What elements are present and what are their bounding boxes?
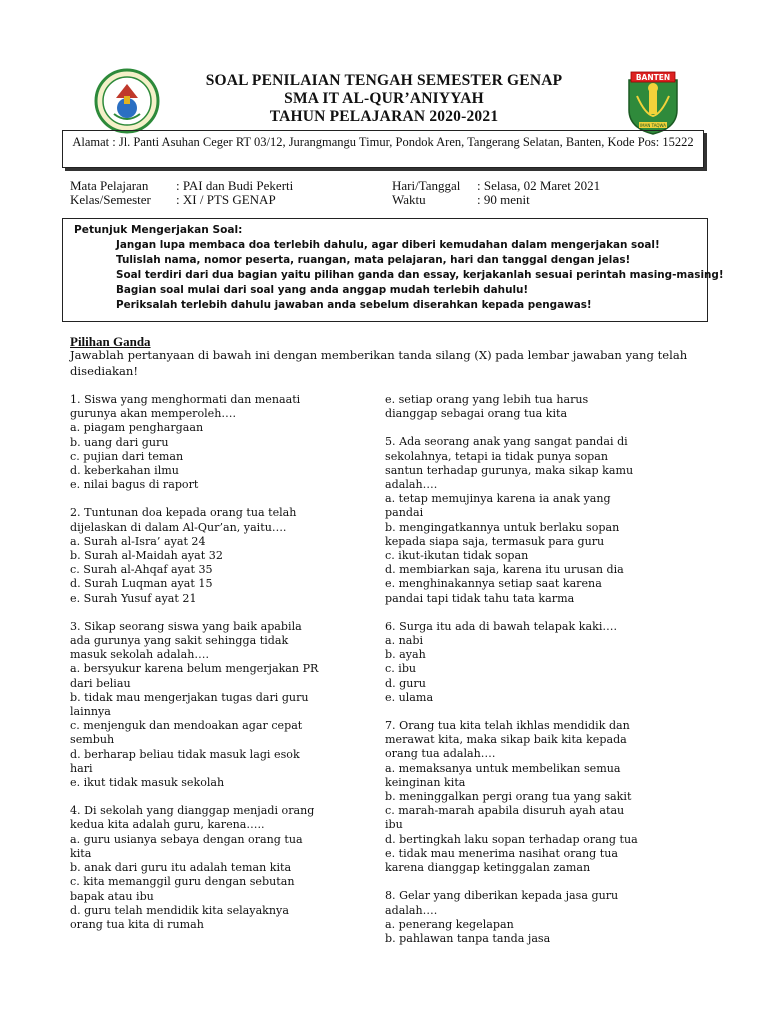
exam-title: SOAL PENILAIAN TENGAH SEMESTER GENAP [205,72,563,89]
question-block [385,435,685,605]
date-value: : Selasa, 02 Maret 2021 [477,178,601,193]
answer-option: d. Surah Luqman ayat 15 [70,577,213,591]
section-intro: Jawablah pertanyaan di bawah ini dengan memberikan tanda silang (X) pada lembar jawaban yang telah disediakan! [70,348,688,378]
answer-option: c. kita memanggil guru dengan sebutan bapak atau ibu [70,875,295,903]
answer-option: a. memaksanya untuk membelikan semua keinginan kita [385,761,621,789]
answer-option: e. Surah Yusuf ayat 21 [70,591,197,605]
question-block [70,393,370,492]
academic-year: TAHUN PELAJARAN 2020-2021 [269,108,499,125]
answer-option: a. tetap memujinya karena ia anak yang pandai [385,492,611,520]
answer-option: e. ikut tidak masuk sekolah [70,776,225,790]
date-label: Hari/Tanggal [392,178,461,193]
answer-option: c. pujian dari teman [70,449,184,463]
question-block [385,719,685,875]
answer-option: b. Surah al-Maidah ayat 32 [70,549,223,563]
emblem-label: BANTEN [635,73,671,82]
class-label: Kelas/Semester [70,192,151,207]
answer-option: c. ikut-ikutan tidak sopan [385,549,529,563]
answer-option: c. marah-marah apabila disuruh ayah atau ibu [385,804,625,832]
answer-option: e. ulama [385,690,434,704]
instruction-item: Bagian soal mulai dari soal yang anda anggap mudah terlebih dahulu! [116,284,529,296]
answer-option: d. guru telah mendidik kita selayaknya orang tua kita di rumah [70,903,289,931]
answer-option: b. uang dari guru [70,435,169,449]
question-block [70,620,370,790]
question-text: 2. Tuntunan doa kepada orang tua telah dijelaskan di dalam Al-Qur’an, yaitu…. [70,506,297,534]
question-block [70,804,370,932]
question-text: 3. Sikap seorang siswa yang baik apabila ada gurunya yang sakit sehingga tidak masuk sekolah adalah…. [70,619,302,662]
time-value: : 90 menit [477,192,530,207]
right-question-column [385,393,685,960]
answer-option: d. berharap beliau tidak masuk lagi esok hari [70,747,300,775]
instructions-title: Petunjuk Mengerjakan Soal: [74,224,243,236]
time-label: Waktu [392,192,426,207]
answer-option: a. penerang kegelapan [385,917,514,931]
instruction-item: Tulislah nama, nomor peserta, ruangan, mata pelajaran, hari dan tanggal dengan jelas! [116,254,631,266]
question-text: 1. Siswa yang menghormati dan menaati gurunya akan memperoleh…. [70,393,301,421]
answer-option: d. keberkahan ilmu [70,464,179,478]
answer-option: b. tidak mau mengerjakan tugas dari guru lainnya [70,690,309,719]
answer-option: a. piagam penghargaan [70,421,204,435]
question-block [385,393,685,421]
emblem-motto: IMAN TAQWA [639,123,667,128]
answer-option: c. menjenguk dan mendoakan agar cepat sembuh [70,719,303,747]
question-text: 4. Di sekolah yang dianggap menjadi orang kedua kita adalah guru, karena….. [70,804,315,832]
answer-option: d. guru [385,676,426,690]
answer-option: a. bersyukur karena belum mengerjakan PR dari beliau [70,662,319,690]
question-text: 7. Orang tua kita telah ikhlas mendidik dan merawat kita, maka sikap baik kita kepada orang tua adalah…. [385,719,630,761]
answer-option: c. Surah al-Ahqaf ayat 35 [70,563,213,577]
answer-option: a. Surah al-Isra’ ayat 24 [70,534,206,548]
instruction-item: Soal terdiri dari dua bagian yaitu pilihan ganda dan essay, kerjakanlah sesuai perintah masing-masing! [116,269,724,281]
question-text: 6. Surga itu ada di bawah telapak kaki…. [385,619,617,633]
question-block [385,889,685,946]
answer-option: d. bertingkah laku sopan terhadap orang tua [385,832,638,846]
subject-value: : PAI dan Budi Pekerti [176,178,294,193]
answer-option: e. setiap orang yang lebih tua harus dianggap sebagai orang tua kita [385,393,589,421]
school-address: Alamat : Jl. Panti Asuhan Ceger RT 03/12, Jurangmangu Timur, Pondok Aren, Tangerang Selatan, Banten, Kode Pos: 15222 [62,130,704,168]
answer-option: a. nabi [385,634,424,648]
question-block [385,620,685,705]
subject-label: Mata Pelajaran [70,178,149,193]
question-block [70,506,370,605]
instruction-item: Periksalah terlebih dahulu jawaban anda sebelum diserahkan kepada pengawas! [116,299,592,311]
answer-option: b. pahlawan tanpa tanda jasa [385,931,551,945]
answer-option: e. menghinakannya setiap saat karena pandai tapi tidak tahu tata karma [385,577,602,605]
section-title: Pilihan Ganda [70,334,151,349]
answer-option: c. ibu [385,662,417,676]
left-question-column [70,393,370,946]
answer-option: a. guru usianya sebaya dengan orang tua kita [70,832,303,860]
answer-option: e. tidak mau menerima nasihat orang tua karena dianggap ketinggalan zaman [385,846,619,875]
answer-option: b. mengingatkannya untuk berlaku sopan kepada siapa saja, termasuk para guru [385,520,620,548]
answer-option: b. anak dari guru itu adalah teman kita [70,861,292,875]
answer-option: b. meninggalkan pergi orang tua yang sakit [385,790,632,804]
answer-option: e. nilai bagus di raport [70,478,199,492]
question-text: 8. Gelar yang diberikan kepada jasa guru adalah…. [385,889,619,917]
school-name: SMA IT AL-QUR’ANIYYAH [284,90,484,107]
answer-option: d. membiarkan saja, karena itu urusan dia [385,563,624,577]
question-text: 5. Ada seorang anak yang sangat pandai di sekolahnya, tetapi ia tidak punya sopan santun terhadap gurunya, maka sikap kamu adalah…. [385,435,634,492]
instructions-box [62,218,724,322]
class-value: : XI / PTS GENAP [176,192,276,207]
instruction-item: Jangan lupa membaca doa terlebih dahulu, agar diberi kemudahan dalam mengerjakan soal! [116,239,660,251]
answer-option: b. ayah [385,648,426,662]
